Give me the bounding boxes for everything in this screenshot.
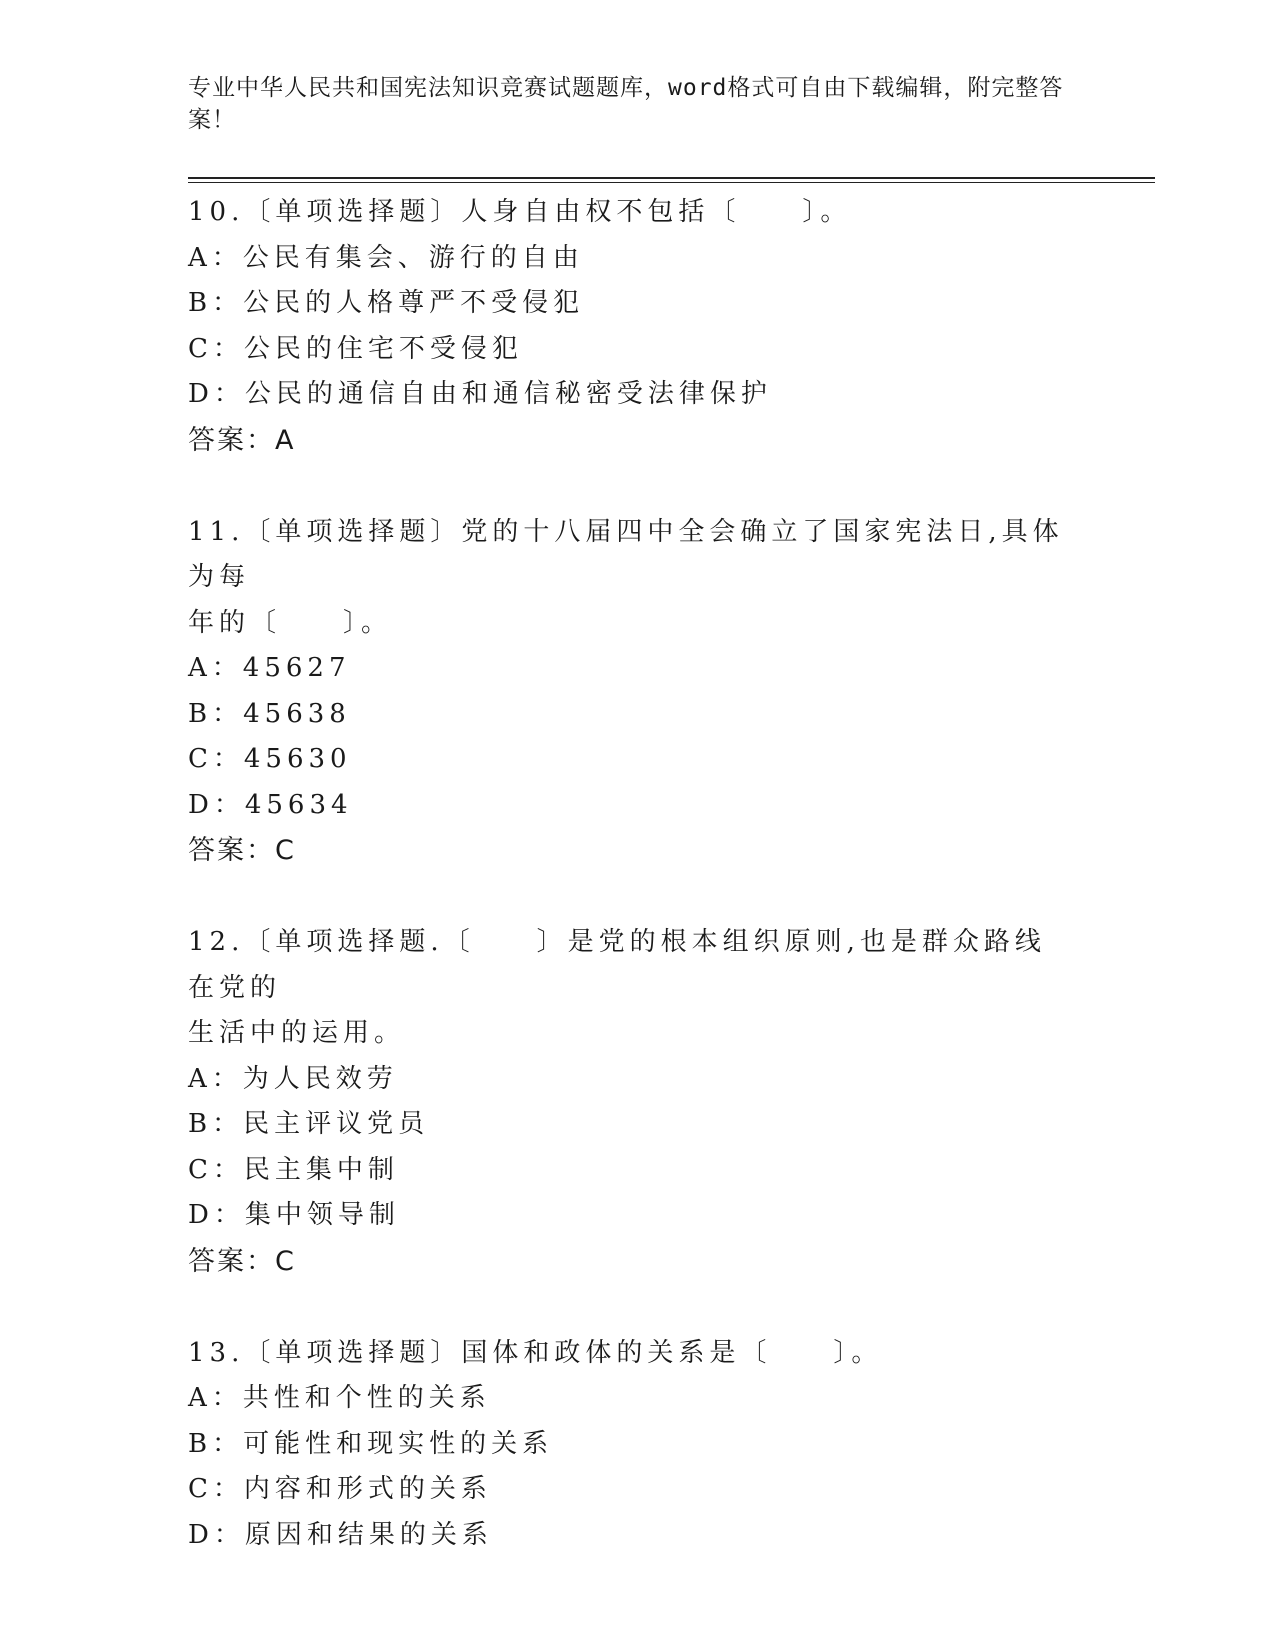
option-a: A：共性和个性的关系 [188, 1383, 491, 1413]
option-a: A：公民有集会、游行的自由 [188, 242, 584, 273]
header-rule-thin [188, 182, 1155, 183]
option-a: A：45627 [188, 653, 351, 683]
header-text: 专业中华人民共和国宪法知识竞赛试题题库，word格式可自由下载编辑，附完整答案！ [188, 75, 1064, 133]
question-stem: 12.〔单项选择题.〔 〕是党的根本组织原则,也是群众路线在党的 [188, 927, 1046, 1003]
option-c: C：45630 [188, 744, 352, 774]
option-b: B：可能性和现实性的关系 [188, 1428, 554, 1459]
question-12 [188, 920, 1068, 1285]
option-c: C：公民的住宅不受侵犯 [188, 333, 523, 364]
question-stem: 10.〔单项选择题〕人身自由权不包括〔 〕。 [188, 197, 852, 227]
answer-line: 答案：A [188, 424, 296, 456]
option-d: D：45634 [188, 789, 353, 820]
option-b: B：45638 [188, 698, 351, 729]
question-stem-continued: 生活中的运用。 [188, 1018, 406, 1048]
question-10 [188, 190, 1068, 464]
question-11 [188, 510, 1068, 875]
answer-line: 答案：C [188, 1245, 296, 1277]
question-list [188, 190, 1068, 1604]
option-c: C：民主集中制 [188, 1154, 399, 1185]
question-stem-continued: 年的〔 〕。 [188, 607, 393, 638]
document-header [188, 72, 1068, 136]
option-b: B：公民的人格尊严不受侵犯 [188, 288, 585, 318]
question-13 [188, 1331, 1068, 1559]
option-d: D：集中领导制 [188, 1200, 400, 1230]
answer-line: 答案：C [188, 835, 296, 866]
option-d: D：原因和结果的关系 [188, 1519, 493, 1550]
header-rule-thick [188, 177, 1155, 179]
question-stem: 13.〔单项选择题〕国体和政体的关系是〔 〕。 [188, 1337, 883, 1368]
option-b: B：民主评议党员 [188, 1109, 430, 1139]
option-a: A：为人民效劳 [188, 1063, 398, 1094]
option-d: D：公民的通信自由和通信秘密受法律保护 [188, 379, 772, 409]
option-c: C：内容和形式的关系 [188, 1474, 492, 1504]
question-stem: 11.〔单项选择题〕党的十八届四中全会确立了国家宪法日,具体为每 [188, 516, 1064, 592]
